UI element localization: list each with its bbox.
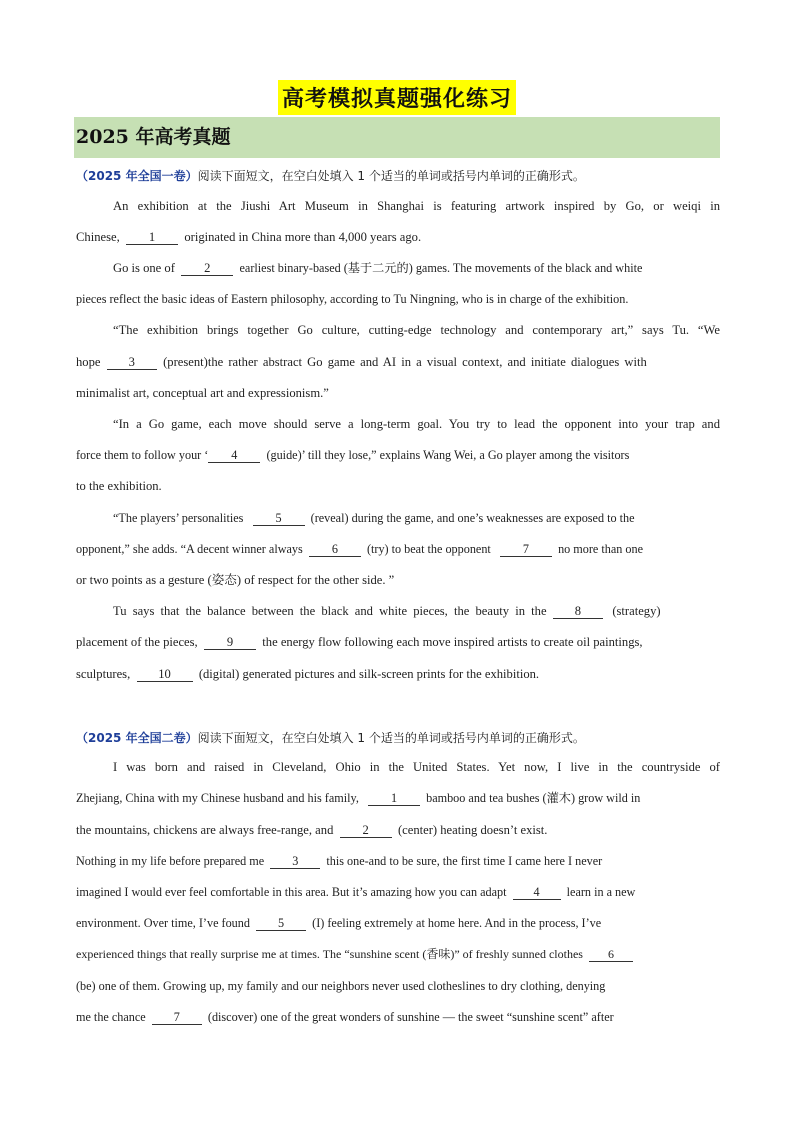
passage1-line: sculptures, 10 (digital) generated pictures and silk-screen prints for the exhibition. [76,667,540,681]
answer-blank[interactable]: 3 [270,854,320,869]
answer-blank[interactable]: 1 [368,791,420,806]
answer-blank[interactable]: 5 [253,511,305,526]
answer-blank[interactable]: 6 [309,542,361,557]
passage1-line: “The exhibition brings together Go culture, cutting-edge technology and contemporary art,” says Tu. “We [113,323,720,337]
passage2-line: Nothing in my life before prepared me 3 this one-and to be sure, the first time I came here I never [76,854,603,868]
passage2-line: Zhejiang, China with my Chinese husband and his family, 1 bamboo and tea bushes (灌木) grow wild in [76,791,641,805]
answer-blank[interactable]: 10 [137,667,193,682]
answer-blank[interactable]: 4 [513,885,561,900]
answer-blank[interactable]: 1 [126,230,178,245]
passage1-line: opponent,” she adds. “A decent winner always 6 (try) to beat the opponent 7 no more than one [76,542,644,556]
passage1-line: “The players’ personalities 5 (reveal) during the game, and one’s weaknesses are exposed to the [113,511,635,525]
page-title: 高考模拟真题强化练习 [278,80,516,115]
answer-blank[interactable]: 5 [256,916,306,931]
passage1-source-tag: （2025 年全国一卷） [76,169,198,183]
passage1-line: to the exhibition. [76,479,162,493]
passage1-line: Chinese, 1 originated in China more than 4,000 years ago. [76,230,422,244]
passage1-line: Go is one of 2 earliest binary-based (基于二元的) games. The movements of the black and white [113,261,643,275]
passage1-line: hope 3 (present)the rather abstract Go game and AI in a visual context, and initiate dialogues with [76,355,647,369]
answer-blank[interactable]: 4 [208,448,260,463]
section-title: 2025 年高考真题 [76,126,231,148]
answer-blank[interactable]: 9 [204,635,256,650]
section-header [74,117,720,158]
answer-blank[interactable]: 2 [181,261,233,276]
answer-blank[interactable]: 3 [107,355,157,370]
passage2-line: experienced things that really surprise me at times. The “sunshine scent (香味)” of freshly sunned clothes 6 [76,946,720,962]
passage1-line: placement of the pieces, 9 the energy flow following each move inspired artists to create oil paintings, [76,635,643,649]
passage2-line: (be) one of them. Growing up, my family and our neighbors never used clotheslines to dry clothing, denying [76,979,606,993]
passage1-line: or two points as a gesture (姿态) of respect for the other side. ” [76,573,395,587]
answer-blank[interactable]: 7 [152,1010,202,1025]
passage1-line: An exhibition at the Jiushi Art Museum in Shanghai is featuring artwork inspired by Go, or weiqi in [113,199,720,213]
passage1-instruction: （2025 年全国一卷）阅读下面短文，在空白处填入 1 个适当的单词或括号内单词的正确形式。 [76,169,585,183]
answer-blank[interactable]: 2 [340,823,392,838]
answer-blank[interactable]: 6 [589,947,633,962]
passage2-line: the mountains, chickens are always free-range, and 2 (center) heating doesn’t exist. [76,823,548,837]
answer-blank[interactable]: 7 [500,542,552,557]
passage2-line: I was born and raised in Cleveland, Ohio in the United States. Yet now, I live in the countryside of [113,760,720,774]
passage1-line: Tu says that the balance between the black and white pieces, the beauty in the 8 (strategy) [113,604,661,618]
passage1-line: minimalist art, conceptual art and expressionism.” [76,386,329,400]
passage2-instruction: （2025 年全国二卷）阅读下面短文，在空白处填入 1 个适当的单词或括号内单词的正确形式。 [76,731,585,745]
answer-blank[interactable]: 8 [553,604,603,619]
passage2-line: imagined I would ever feel comfortable in this area. But it’s amazing how you can adapt 4 learn in a new [76,885,636,899]
passage2-line: me the chance 7 (discover) one of the great wonders of sunshine — the sweet “sunshine scent” after [76,1010,614,1024]
passage1-line: “In a Go game, each move should serve a long-term goal. You try to lead the opponent into your trap and [113,417,720,431]
passage2-line: environment. Over time, I’ve found 5 (I) feeling extremely at home here. And in the process, I’ve [76,916,602,930]
passage1-line: force them to follow your ‘ 4 (guide)’ till they lose,” explains Wang Wei, a Go player among the visitors [76,448,630,462]
passage2-source-tag: （2025 年全国二卷） [76,731,198,745]
passage1-line: pieces reflect the basic ideas of Eastern philosophy, according to Tu Ningning, who is in charge of the exhibition. [76,292,629,306]
